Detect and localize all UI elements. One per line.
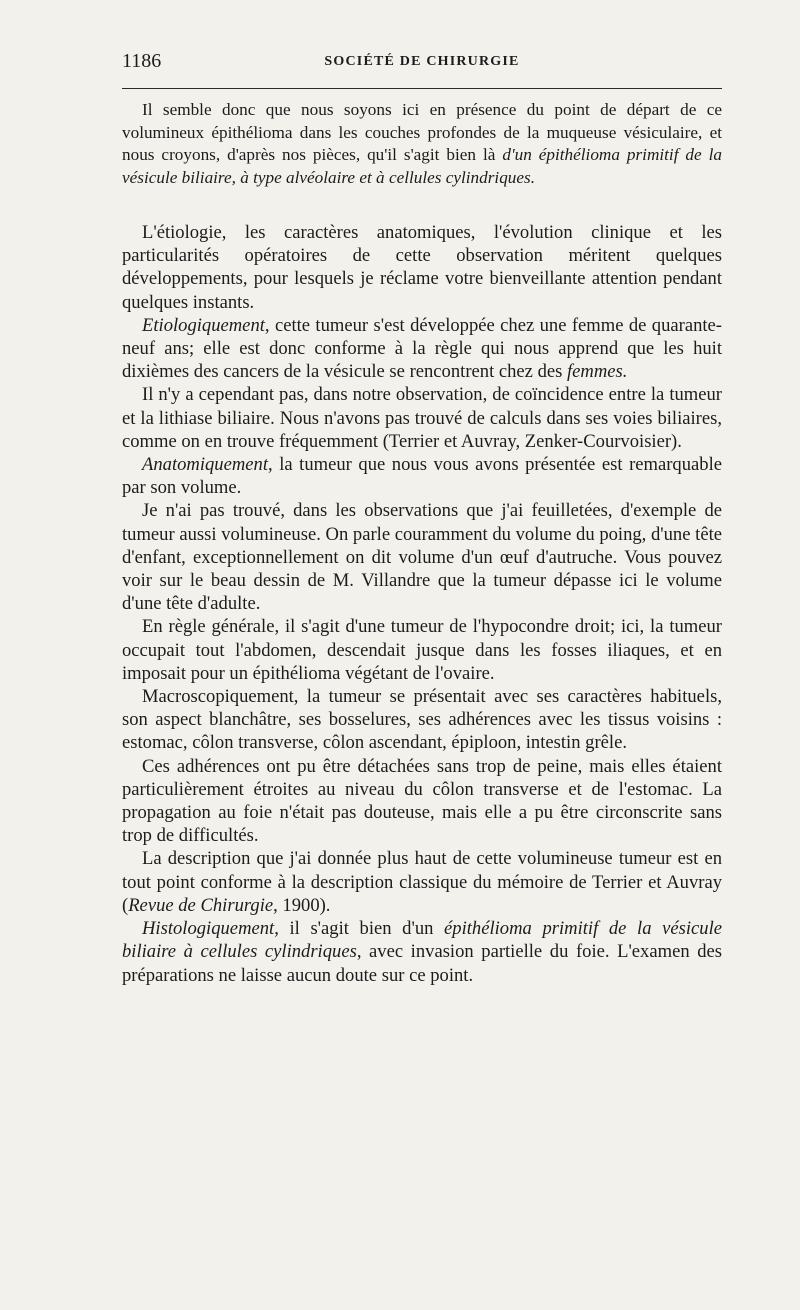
paragraph bbox=[122, 221, 722, 314]
paragraph bbox=[122, 917, 722, 987]
text-run: En règle générale, il s'agit d'une tumeur de l'hypocondre droit; ici, la tumeur occupait tout l'abdomen, descendait jusque dans les fosses iliaques, et en imposait pour un épithélioma végétant de l'ovaire. bbox=[122, 616, 722, 684]
header-rule bbox=[122, 88, 722, 89]
running-title: SOCIÉTÉ DE CHIRURGIE bbox=[324, 54, 520, 69]
paragraph bbox=[122, 99, 722, 189]
page-header bbox=[122, 50, 722, 74]
page-number: 1186 bbox=[122, 50, 162, 72]
italic-text: Etiologiquement bbox=[142, 314, 265, 336]
paragraph bbox=[122, 499, 722, 615]
text-run: , cette tumeur s'est développée chez une femme de quarante-neuf ans; elle est donc conforme à la règle qui nous apprend que les huit dixièmes des cancers de la vésicule se rencontrent chez des bbox=[122, 314, 722, 383]
text-run: , il s'agit bien d'un bbox=[274, 918, 445, 940]
text-run: Je n'ai pas trouvé, dans les observations que j'ai feuilletées, d'exemple de tumeur aussi volumineuse. On parle couramment du volume du poing, d'une tête d'enfant, exceptionnellement on dit volume d'un œuf d'autruche. Vous pouvez voir sur le beau dessin de M. Villandre que la tumeur dépasse ici le volume d'une tête d'adulte. bbox=[122, 500, 722, 615]
text-run: Ces adhérences ont pu être détachées sans trop de peine, mais elles étaient particulièrement étroites au niveau du côlon transverse et de l'estomac. La propagation au foie n'était pas douteuse, mais elle a pu être circonscrite sans trop de difficultés. bbox=[122, 755, 722, 847]
paragraph bbox=[122, 383, 722, 453]
paragraph bbox=[122, 755, 722, 848]
text-run: , avec invasion partielle du foie. L'examen des préparations ne laisse aucun doute sur ce point. bbox=[122, 941, 722, 986]
paragraph bbox=[122, 615, 722, 685]
text-run: , 1900). bbox=[273, 894, 331, 916]
italic-text: femmes. bbox=[567, 361, 628, 383]
italic-text: d'un épithélioma primitif de la vésicule biliaire, à type alvéolaire et à cellules cylindriques. bbox=[122, 145, 722, 187]
paragraph bbox=[122, 847, 722, 917]
paragraph bbox=[122, 453, 722, 499]
text-run: Il semble donc que nous soyons ici en présence du point de départ de ce volumineux épithélioma dans les couches profondes de la muqueuse vésiculaire, et nous croyons, d'après nos pièces, qu'il s'agit bien là bbox=[122, 100, 722, 164]
italic-text: Histologiquement bbox=[142, 918, 275, 940]
text-run: Macroscopiquement, la tumeur se présentait avec ses caractères habituels, son aspect blanchâtre, ses bosselures, ses adhérences avec les tissus voisins : estomac, côlon transverse, côlon ascendant, épiploon, intestin grêle. bbox=[122, 686, 722, 754]
paragraph bbox=[122, 314, 722, 384]
italic-text: Revue de Chirurgie bbox=[128, 894, 274, 916]
paragraph bbox=[122, 685, 722, 755]
text-run: , la tumeur que nous vous avons présentée est remarquable par son volume. bbox=[122, 454, 722, 499]
text-run: La description que j'ai donnée plus haut de cette volumineuse tumeur est en tout point conforme à la description classique du mémoire de Terrier et Auvray ( bbox=[122, 848, 722, 916]
italic-text: Anatomiquement bbox=[142, 454, 268, 476]
text-run: Il n'y a cependant pas, dans notre observation, de coïncidence entre la tumeur et la lithiase biliaire. Nous n'avons pas trouvé de calculs dans ses voies biliaires, comme on en trouve fréquemment (Terrier et Auvray, Zenker-Courvoisier). bbox=[122, 384, 722, 452]
text-run: L'étiologie, les caractères anatomiques, l'évolution clinique et les particularités opératoires de cette observation méritent quelques développements, pour lesquels je réclame votre bienveillante attention pendant quelques instants. bbox=[122, 222, 722, 313]
body-text bbox=[122, 99, 722, 987]
italic-text: épithélioma primitif de la vésicule biliaire à cellules cylindriques bbox=[122, 918, 722, 963]
